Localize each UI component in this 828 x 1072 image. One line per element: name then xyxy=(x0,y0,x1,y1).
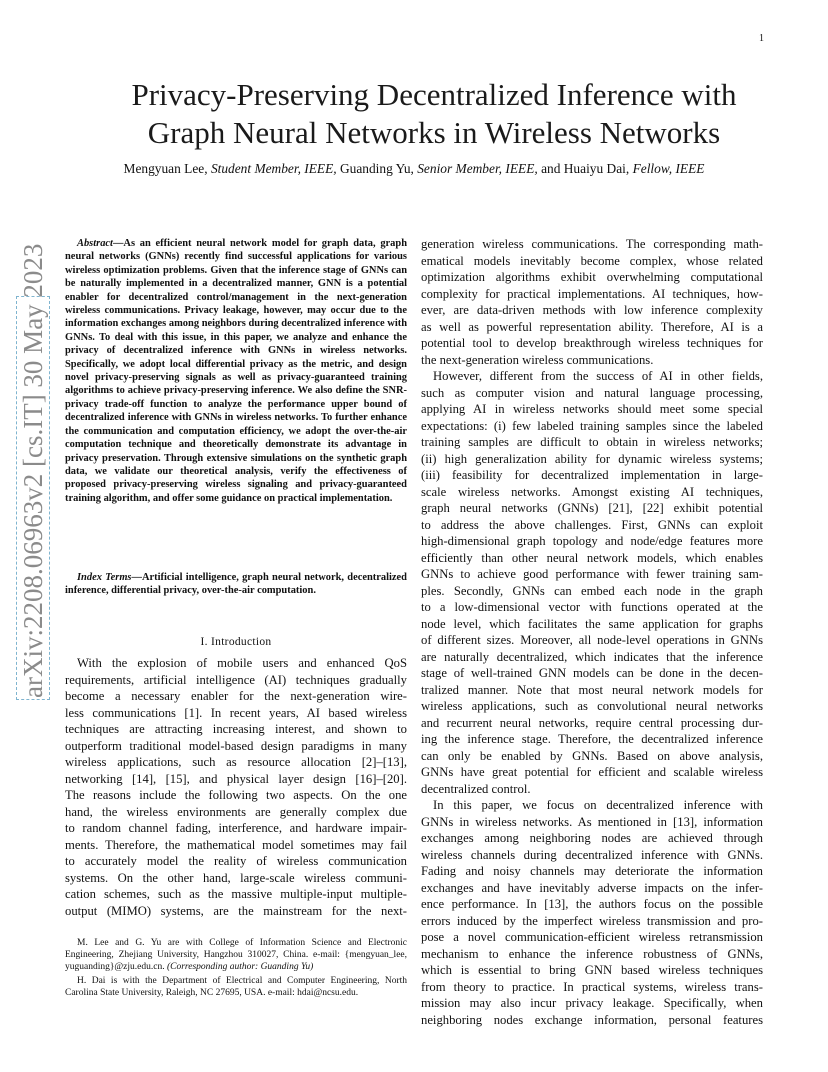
title-line-1: Privacy-Preserving Decentralized Inference with xyxy=(131,77,737,112)
text-line: outperform traditional model-based design paradigms in many xyxy=(65,738,407,753)
text-line: techniques are attracting increasing interest, and shown to xyxy=(65,722,407,736)
text-line: Fading and noisy channels may deteriorate the information xyxy=(421,864,763,878)
text-line: are naturally decentralized, which indicates that the inference xyxy=(421,649,763,664)
text-line: errors induced by the imperfect wireless transmission and pro- xyxy=(421,913,763,928)
text-line: neighboring nodes exchange information, personal features xyxy=(421,1012,763,1027)
text-line: decentralized control. xyxy=(421,781,531,796)
text-line: generation wireless communications. The corresponding math- xyxy=(421,237,763,251)
text-line: to address the above challenges. First, GNNs can exploit xyxy=(421,517,763,532)
author-3: and Huaiyu Dai, xyxy=(541,161,630,176)
text-line: high-dimensional graph topology and node/edge features more xyxy=(421,534,763,548)
author-2-role: Senior Member, IEEE, xyxy=(417,161,538,176)
text-line: ence performance. In [13], the authors focus on the possible xyxy=(421,897,763,911)
text-line: node level, which facilitates the same application for graphs xyxy=(421,616,763,631)
text-line: ematical models inevitably become complex, whose related xyxy=(421,253,763,268)
text-line: to a low-dimensional vector with functions operated at the xyxy=(421,600,763,614)
text-line: ever, are data-driven methods with low inference complexity xyxy=(421,303,763,317)
paper-title xyxy=(40,76,828,152)
right-column-body xyxy=(421,236,763,1028)
footnote-1-text: M. Lee and G. Yu are with College of Information Science and Electronic Engineering, Zhejiang University, Hangzhou 310027, China. e-mail: {mengyuan_lee, yuguanding}@zju.edu.cn. xyxy=(65,938,407,972)
text-line: such as computer vision and natural language processing, xyxy=(421,385,763,400)
text-line: tralized manner. Note that most neural network models for xyxy=(421,682,763,697)
author-2: Guanding Yu, xyxy=(339,161,414,176)
text-line: the next-generation wireless communications. xyxy=(421,352,654,367)
text-line: complexity for practical implementations. AI techniques, how- xyxy=(421,286,763,301)
text-line: optimization algorithms exhibit overwhelming computational xyxy=(421,270,763,284)
abstract-text: —As an efficient neural network model for graph data, graph neural networks (GNNs) recently find successful applications for various wireless optimization problems. Given that the inference stage of GNNs can be naturally implemented in a decentralized manner, GNN is a potential enabler for decentralized control/management in the next-generation wireless communications. Privacy leakage, however, may occur due to the information exchanges among neighbors during decentralized inference with GNNs. To deal with this issue, in this paper, we analyze and enhance the privacy of decentralized inference with GNNs in wireless networks. Specifically, we adopt local differential privacy as the metric, and design novel privacy-preserving signals as well as privacy-guaranteed training algorithms to achieve privacy-preserving inference. We also define the SNR-privacy trade-off function to analyze the performance upper bound of decentralized inference with GNNs in wireless networks. To further enhance the communication and computation efficiency, we adopt the over-the-air computation technique and theoretically demonstrate its advantage in privacy preservation. Through extensive simulations on the synthetic graph data, we validate our theoretical analysis, verify the effectiveness of proposed privacy-preserving wireless signaling and privacy-guaranteed training algorithm, and offer some guidance on practical implementation. xyxy=(65,238,407,504)
text-line: graph neural networks (GNNs) [21], [22] exhibit potential xyxy=(421,501,763,515)
author-list xyxy=(0,160,828,177)
footnote-1-corresponding: (Corresponding author: Guanding Yu) xyxy=(166,962,314,972)
text-line: systems. On the other hand, large-scale wireless communi- xyxy=(65,870,407,885)
index-terms-label: Index Terms xyxy=(77,572,132,583)
title-line-2: Graph Neural Networks in Wireless Networks xyxy=(147,115,721,150)
left-column-body xyxy=(65,655,407,919)
text-line: exchanges and have inevitably adverse impacts on the infer- xyxy=(421,880,763,895)
text-line: requirements, artificial intelligence (AI) techniques gradually xyxy=(65,672,407,687)
text-line: and recurrent neural networks, require central processing dur- xyxy=(421,715,763,730)
abstract xyxy=(65,237,407,505)
text-line: (ii) high generalization ability for dynamic wireless systems; xyxy=(421,451,763,466)
text-line: efficiently than other neural network models, which enables xyxy=(421,550,763,565)
text-line: ing the inference stage. Therefore, the decentralized inference xyxy=(421,732,763,746)
text-line: to random channel fading, interference, and hardware impair- xyxy=(65,821,407,835)
text-line: GNNs to achieve good performance with fewer training sam- xyxy=(421,567,763,581)
text-line: exchanges among neighboring nodes are achieved through xyxy=(421,831,763,845)
text-line: applying AI in wireless networks should meet some special xyxy=(421,402,763,416)
text-line: With the explosion of mobile users and enhanced QoS xyxy=(77,656,407,670)
text-line: less communications [1]. In recent years, AI based wireless xyxy=(65,705,407,720)
text-line: of different sizes. Moreover, all node-level operations in GNNs xyxy=(421,633,763,647)
text-line: wireless applications, such as convolutional neural networks xyxy=(421,699,763,713)
author-3-role: Fellow, IEEE xyxy=(632,161,705,176)
text-line: ples. Secondly, GNNs can embed each node in the graph xyxy=(421,583,763,598)
text-line: ments. Therefore, the mathematical model sometimes may fail xyxy=(65,837,407,852)
text-line: can only be enabled by GNNs. Based on above analysis, xyxy=(421,748,763,763)
text-line: expectations: (i) few labeled training samples since the labeled xyxy=(421,418,763,433)
text-line: scale wireless networks. Amongst existing AI techniques, xyxy=(421,484,763,499)
text-line: become a necessary enabler for the next-generation wire- xyxy=(65,689,407,703)
page-number: 1 xyxy=(759,33,764,44)
text-line: pose a novel communication-efficient wireless retransmission xyxy=(421,930,763,944)
text-line: The reasons include the following two aspects. On the one xyxy=(65,788,407,802)
text-line: training samples are difficult to obtain in wireless networks; xyxy=(421,435,763,449)
text-line: stage of well-trained GNN models can be done in the decen- xyxy=(421,666,763,680)
text-line: mission may also incur privacy leakage. Specifically, when xyxy=(421,996,763,1010)
section-heading-introduction: I. Introduction xyxy=(200,636,272,648)
text-line: as well as powerful representation ability. Therefore, AI is a xyxy=(421,319,763,334)
text-line: In this paper, we focus on decentralized inference with xyxy=(433,798,763,812)
text-line: GNNs in wireless networks. As mentioned in [13], information xyxy=(421,814,763,829)
text-line: which is essential to bring GNN based wireless techniques xyxy=(421,963,763,977)
index-terms xyxy=(65,571,407,598)
text-line: wireless applications, such as resource allocation [2]–[13], xyxy=(65,755,407,769)
text-line: potential tool to develop breakthrough wireless techniques for xyxy=(421,336,763,350)
text-line: to accurately model the reality of wireless communication xyxy=(65,854,407,868)
author-1: Mengyuan Lee, xyxy=(123,161,208,176)
footnote-affiliation-1 xyxy=(65,937,407,973)
author-1-role: Student Member, IEEE, xyxy=(210,161,337,176)
index-terms-text: —Artificial intelligence, graph neural network, decentralized inference, differential privacy, over-the-air computation. xyxy=(65,572,407,597)
text-line: hand, the wireless environments are generally complex due xyxy=(65,804,407,819)
text-line: GNNs have great potential for efficient and scalable wireless xyxy=(421,765,763,779)
text-line: cation schemes, such as the massive multiple-input multiple- xyxy=(65,887,407,901)
text-line: However, different from the success of AI in other fields, xyxy=(433,369,763,383)
text-line: wireless channels during decentralized inference with GNNs. xyxy=(421,847,763,862)
text-line: networking [14], [15], and physical layer design [16]–[20]. xyxy=(65,771,407,786)
text-line: from theory to practice. In practical systems, wireless trans- xyxy=(421,979,763,994)
text-line: output (MIMO) systems, are the mainstream for the next- xyxy=(65,903,407,918)
text-line: mechanism to enhance the inference robustness of GNNs, xyxy=(421,946,763,961)
footnote-affiliation-2: H. Dai is with the Department of Electrical and Computer Engineering, North Carolina State University, Raleigh, NC 27695, USA. e-mail: hdai@ncsu.edu. xyxy=(65,976,407,998)
abstract-label: Abstract xyxy=(77,238,113,249)
arxiv-identifier-stamp[interactable]: arXiv:2208.06963v2 [cs.IT] 30 May 2023 xyxy=(18,243,48,698)
text-line: (iii) feasibility for decentralized implementation in large- xyxy=(421,468,763,482)
